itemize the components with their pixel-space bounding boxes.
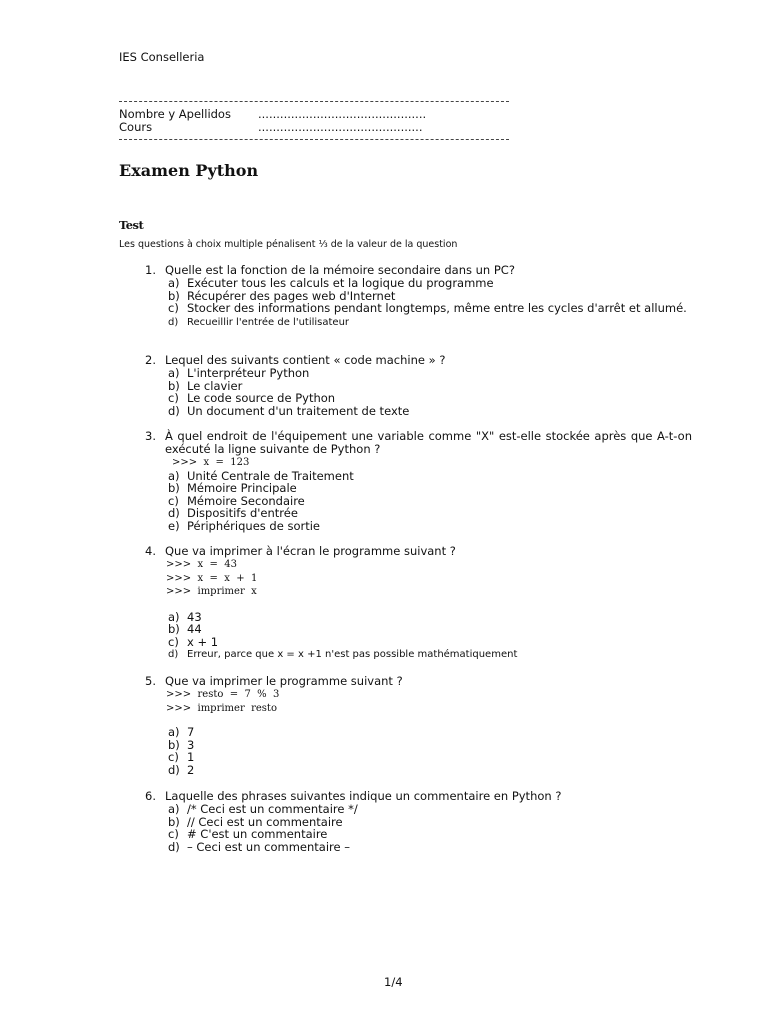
option: c) # C'est un commentaire	[168, 827, 328, 842]
question-5	[145, 675, 692, 776]
question-number: 5.	[145, 674, 156, 688]
section-heading: Test	[119, 218, 144, 232]
name-field: ..............................................	[258, 107, 427, 121]
question-2	[145, 354, 692, 417]
option: b) Le clavier	[168, 378, 243, 393]
question-text: Que va imprimer à l'écran le programme suivant ?	[165, 544, 456, 558]
question-number: 4.	[145, 544, 156, 558]
option: a) Unité Centrale de Traitement	[168, 468, 354, 483]
question-3	[145, 430, 692, 532]
code-line: >>> x = x + 1	[166, 572, 258, 584]
question-number: 1.	[145, 263, 156, 277]
course-label: Cours	[119, 120, 153, 134]
question-text: Lequel des suivants contient « code machine » ?	[165, 353, 446, 367]
option: b) Mémoire Principale	[168, 481, 297, 496]
question-text: Que va imprimer le programme suivant ?	[165, 674, 403, 688]
option: c) Le code source de Python	[168, 391, 336, 406]
option: a) Exécuter tous les calculs et la logique du programme	[168, 276, 494, 290]
option: c) 1	[168, 750, 195, 765]
option: a) L'interpréteur Python	[168, 366, 310, 380]
option: a) 7	[168, 725, 195, 739]
option: c) x + 1	[168, 634, 219, 649]
question-number: 2.	[145, 353, 156, 367]
code-line: >>> imprimer resto	[166, 702, 277, 714]
option: d) Dispositifs d'entrée	[168, 506, 298, 521]
option: d) – Ceci est un commentaire –	[168, 839, 350, 854]
form-bottom-divider	[119, 139, 509, 140]
question-6	[145, 790, 692, 853]
option: a) 43	[168, 609, 202, 624]
option: d) Erreur, parce que x = x +1 n'est pas possible mathématiquement	[168, 649, 518, 661]
option: e) Périphériques de sortie	[168, 518, 320, 533]
option: d) Recueillir l'entrée de l'utilisateur	[168, 316, 350, 328]
option: b) 44	[168, 622, 202, 637]
option: c) Mémoire Secondaire	[168, 493, 305, 508]
question-text: À quel endroit de l'équipement une variable comme "X" est-elle stockée après que A-t-on exécuté la ligne suivante de Python ?	[165, 429, 692, 456]
question-text: Laquelle des phrases suivantes indique un commentaire en Python ?	[165, 789, 562, 803]
question-text: Quelle est la fonction de la mémoire secondaire dans un PC?	[165, 263, 515, 277]
option: d) 2	[168, 762, 195, 777]
code-line: >>> imprimer x	[166, 586, 257, 597]
section-note: Les questions à choix multiple pénalisent ⅓ de la valeur de la question	[119, 239, 458, 250]
question-4	[145, 545, 692, 662]
course-field: .............................................	[258, 120, 423, 134]
page-title: Examen Python	[119, 161, 259, 180]
school-name: IES Conselleria	[119, 50, 205, 64]
page-number: 1/4	[384, 975, 403, 989]
code-line: >>> resto = 7 % 3	[166, 689, 280, 700]
option: d) Un document d'un traitement de texte	[168, 403, 410, 418]
option: c) Stocker des informations pendant longtemps, même entre les cycles d'arrêt et allumé.	[168, 301, 687, 316]
form-top-divider	[119, 101, 509, 102]
question-number: 3.	[145, 429, 156, 443]
code-snippet: >>> x = 123	[172, 457, 250, 468]
question-number: 6.	[145, 789, 156, 803]
option: b) 3	[168, 737, 195, 752]
question-1	[145, 264, 692, 329]
option: a) /* Ceci est un commentaire */	[168, 802, 358, 816]
option: b) Récupérer des pages web d'Internet	[168, 288, 396, 303]
option: b) // Ceci est un commentaire	[168, 814, 343, 829]
code-line: >>> x = 43	[166, 559, 237, 570]
name-label: Nombre y Apellidos	[119, 107, 231, 121]
